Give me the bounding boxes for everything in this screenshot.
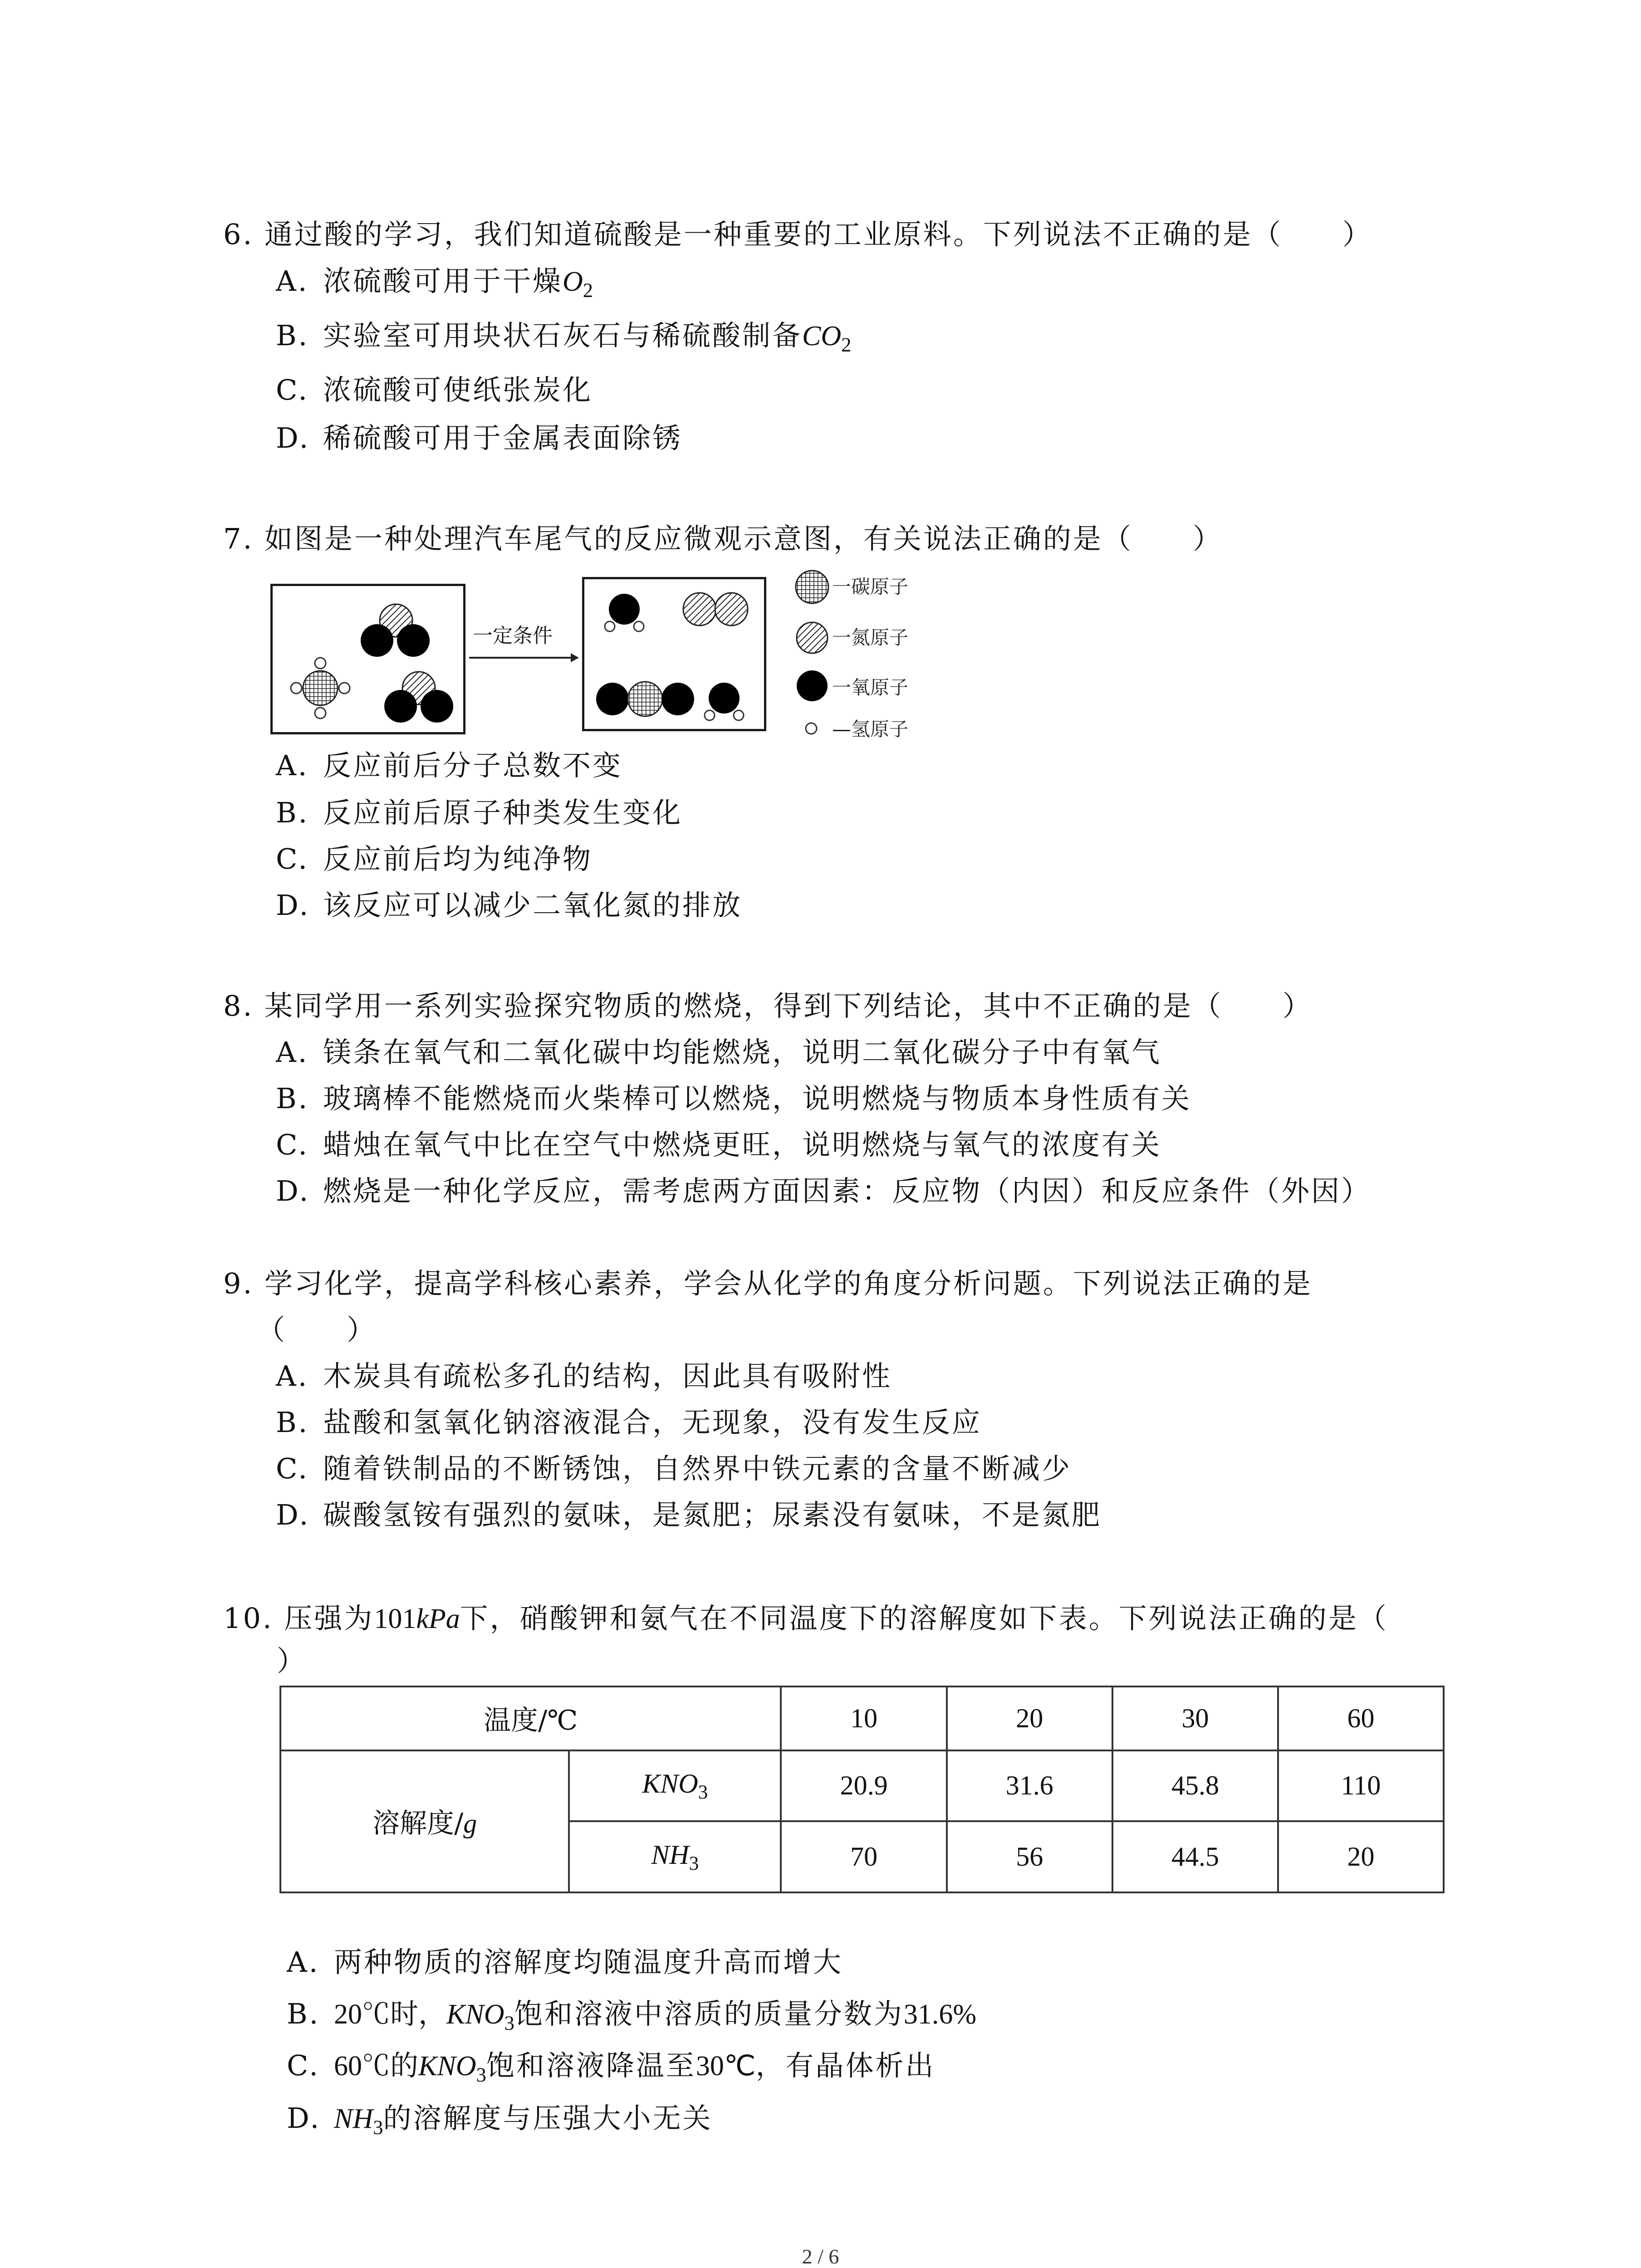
hydrogen-atom-icon bbox=[605, 621, 615, 631]
oxygen-atom-icon bbox=[661, 683, 694, 715]
q7-option-d: D. 该反应可以减少二氧化氮的排放 bbox=[276, 889, 743, 922]
carbon-atom-icon bbox=[303, 671, 338, 705]
temp-cell: 30 bbox=[1112, 1686, 1278, 1750]
table-cell: 110 bbox=[1278, 1750, 1444, 1822]
temp-cell: 20 bbox=[947, 1686, 1112, 1750]
oxygen-legend-icon bbox=[795, 669, 831, 703]
substance-nh3: $NH_3$ bbox=[569, 1821, 781, 1892]
q9-option-c: C. 随着铁制品的不断锈蚀，自然界中铁元素的含量不断减少 bbox=[276, 1452, 1072, 1485]
q10-option-d: D. $NH_3$的溶解度与压强大小无关 bbox=[287, 2102, 713, 2139]
oxygen-legend-label: 一氧原子 bbox=[832, 676, 909, 699]
q6-stem: 6. 通过酸的学习，我们知道硫酸是一种重要的工业原料。下列说法不正确的是（ ） bbox=[223, 218, 1372, 251]
nitrogen-legend-label: 一氮原子 bbox=[832, 626, 909, 649]
reaction-condition-label: 一定条件 bbox=[473, 624, 553, 647]
table-cell: 44.5 bbox=[1112, 1821, 1278, 1892]
hydrogen-atom-icon bbox=[315, 708, 326, 719]
oxygen-atom-icon bbox=[609, 594, 640, 625]
q9-option-a: A. 木炭具有疏松多孔的结构，因此具有吸附性 bbox=[276, 1359, 892, 1393]
hydrogen-atom-icon bbox=[705, 710, 715, 720]
hydrogen-atom-icon bbox=[315, 658, 326, 669]
oxygen-atom-icon bbox=[397, 624, 430, 657]
q6-option-a: A. 浓硫酸可用于干燥$O_2$ bbox=[276, 264, 593, 302]
reaction-after-box bbox=[582, 577, 766, 731]
carbon-atom-icon bbox=[628, 682, 662, 716]
q6-option-d: D. 稀硫酸可用于金属表面除锈 bbox=[276, 421, 683, 455]
q10-stem-bracket: ） bbox=[277, 1644, 307, 1677]
q10-option-a: A. 两种物质的溶解度均随温度升高而增大 bbox=[287, 1945, 843, 1979]
table-cell: 56 bbox=[947, 1821, 1112, 1892]
q7-stem: 7. 如图是一种处理汽车尾气的反应微观示意图，有关说法正确的是（ ） bbox=[223, 522, 1223, 555]
oxygen-atom-icon bbox=[361, 624, 393, 657]
oxygen-atom-icon bbox=[384, 690, 417, 723]
table-cell: 20.9 bbox=[781, 1750, 946, 1822]
table-cell: 70 bbox=[781, 1821, 946, 1892]
q8-stem: 8. 某同学用一系列实验探究物质的燃烧，得到下列结论，其中不正确的是（ ） bbox=[223, 989, 1313, 1022]
nitrogen-legend-icon bbox=[795, 621, 831, 655]
table-header-row bbox=[280, 1686, 1444, 1750]
hydrogen-legend-label: —氢原子 bbox=[832, 718, 909, 740]
temp-cell: 60 bbox=[1278, 1686, 1444, 1750]
q8-option-c: C. 蜡烛在氧气中比在空气中燃烧更旺，说明燃烧与氧气的浓度有关 bbox=[276, 1128, 1162, 1161]
q6-option-c: C. 浓硫酸可使纸张炭化 bbox=[276, 373, 593, 406]
carbon-legend-icon bbox=[793, 569, 831, 605]
carbon-legend-label: 一碳原子 bbox=[832, 576, 909, 598]
hydrogen-atom-icon bbox=[339, 683, 350, 694]
table-cell: 20 bbox=[1278, 1821, 1444, 1892]
reactant-molecules bbox=[273, 586, 463, 732]
q10-option-b: B. 20℃时，$KNO_3$饱和溶液中溶质的质量分数为31.6% bbox=[287, 1997, 976, 2034]
hydrogen-atom-icon bbox=[734, 710, 744, 720]
reaction-arrow bbox=[467, 621, 580, 676]
product-molecules bbox=[584, 579, 764, 729]
oxygen-atom-icon bbox=[596, 683, 629, 715]
hydrogen-atom-icon bbox=[291, 683, 302, 694]
solubility-label: 溶解度/g bbox=[280, 1750, 569, 1892]
nitrogen-atom-icon bbox=[715, 593, 748, 626]
oxygen-atom-icon bbox=[421, 690, 453, 723]
q9-stem-bracket: （ ） bbox=[257, 1313, 377, 1346]
q8-option-d: D. 燃烧是一种化学反应，需考虑两方面因素：反应物（内因）和反应条件（外因） bbox=[276, 1174, 1372, 1207]
reaction-before-box bbox=[270, 584, 465, 734]
q9-option-b: B. 盐酸和氢氧化钠溶液混合，无现象，没有发生反应 bbox=[276, 1406, 982, 1439]
hydrogen-legend-icon bbox=[802, 719, 820, 738]
solubility-table bbox=[279, 1686, 1445, 1893]
hydrogen-atom-icon bbox=[634, 621, 644, 631]
temperature-header: 温度/℃ bbox=[280, 1686, 781, 1750]
q9-option-d: D. 碳酸氢铵有强烈的氨味，是氮肥；尿素没有氨味，不是氮肥 bbox=[276, 1498, 1102, 1531]
oxygen-atom-icon bbox=[709, 683, 740, 714]
q10-stem: 10. 压强为101kPa下，硝酸钾和氨气在不同温度下的溶解度如下表。下列说法正确的是（ bbox=[223, 1602, 1388, 1635]
q7-option-b: B. 反应前后原子种类发生变化 bbox=[276, 796, 683, 829]
arrow-right-icon bbox=[467, 621, 580, 676]
table-row bbox=[280, 1750, 1444, 1822]
table-cell: 45.8 bbox=[1112, 1750, 1278, 1822]
page-number: 2 / 6 bbox=[802, 2245, 839, 2268]
nitrogen-atom-icon bbox=[683, 593, 716, 626]
q7-option-c: C. 反应前后均为纯净物 bbox=[276, 842, 593, 875]
q8-option-b: B. 玻璃棒不能燃烧而火柴棒可以燃烧，说明燃烧与物质本身性质有关 bbox=[276, 1082, 1192, 1115]
q8-option-a: A. 镁条在氧气和二氧化碳中均能燃烧，说明二氧化碳分子中有氧气 bbox=[276, 1036, 1162, 1069]
temp-cell: 10 bbox=[781, 1686, 946, 1750]
q9-stem: 9. 学习化学，提高学科核心素养，学会从化学的角度分析问题。下列说法正确的是 bbox=[223, 1267, 1313, 1300]
q7-option-a: A. 反应前后分子总数不变 bbox=[276, 749, 623, 782]
q10-option-c: C. 60℃的$KNO_3$饱和溶液降温至30℃，有晶体析出 bbox=[287, 2049, 936, 2086]
substance-kno3: $KNO_3$ bbox=[569, 1750, 781, 1822]
table-cell: 31.6 bbox=[947, 1750, 1112, 1822]
q6-option-b: B. 实验室可用块状石灰石与稀硫酸制备$CO_2$ bbox=[276, 319, 852, 356]
